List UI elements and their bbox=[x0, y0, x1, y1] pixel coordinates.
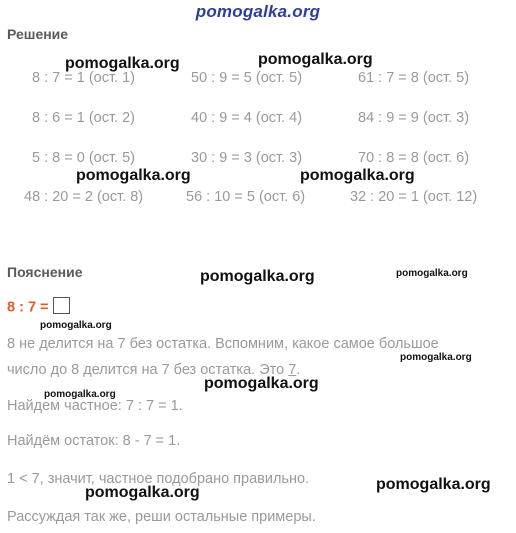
watermark: pomogalka.org bbox=[400, 352, 472, 363]
watermark: pomogalka.org bbox=[200, 268, 315, 285]
explanation-line: 8 не делится на 7 без остатка. Вспомним, какое самое большое bbox=[7, 336, 439, 352]
expression: 70 : 8 = 8 (ост. 6) bbox=[358, 150, 470, 166]
watermark: pomogalka.org bbox=[40, 320, 112, 331]
line-text: число до 8 делится на 7 без остатка. Это bbox=[7, 362, 289, 378]
expression: 30 : 9 = 3 (ост. 3) bbox=[191, 150, 303, 166]
watermark: pomogalka.org bbox=[258, 51, 373, 68]
expression: 61 : 7 = 8 (ост. 5) bbox=[358, 70, 470, 86]
answer-box bbox=[53, 297, 70, 314]
expression: 84 : 9 = 9 (ост. 3) bbox=[358, 110, 470, 126]
explanation-line: Рассуждая так же, реши остальные примеры. bbox=[7, 509, 316, 525]
watermark: pomogalka.org bbox=[76, 167, 191, 184]
site-title[interactable]: pomogalka.org bbox=[195, 2, 321, 21]
watermark: pomogalka.org bbox=[85, 484, 200, 501]
problem-expression bbox=[7, 299, 70, 316]
watermark: pomogalka.org bbox=[204, 375, 319, 392]
highlight-number: 7 bbox=[288, 362, 297, 378]
expression: 8 : 7 = 1 (ост. 1) bbox=[32, 70, 135, 86]
problem-text: 8 : 7 = bbox=[7, 299, 49, 316]
watermark: pomogalka.org bbox=[300, 167, 415, 184]
watermark: pomogalka.org bbox=[44, 389, 116, 400]
expression: 56 : 10 = 5 (ост. 6) bbox=[186, 189, 306, 205]
explanation-line: Найдем частное: 7 : 7 = 1. bbox=[7, 398, 183, 414]
watermark: pomogalka.org bbox=[376, 476, 491, 493]
watermark: pomogalka.org bbox=[65, 55, 180, 72]
expression: 32 : 20 = 1 (ост. 12) bbox=[350, 189, 478, 205]
expression: 5 : 8 = 0 (ост. 5) bbox=[32, 150, 135, 166]
watermark: pomogalka.org bbox=[396, 268, 468, 279]
expression: 40 : 9 = 4 (ост. 4) bbox=[191, 110, 303, 126]
expression: 48 : 20 = 2 (ост. 8) bbox=[24, 189, 144, 205]
expression: 8 : 6 = 1 (ост. 2) bbox=[32, 110, 135, 126]
explanation-heading: Пояснение bbox=[7, 264, 83, 280]
explanation-line: Найдём остаток: 8 - 7 = 1. bbox=[7, 433, 181, 449]
line-text: . bbox=[296, 362, 301, 378]
expression: 50 : 9 = 5 (ост. 5) bbox=[191, 70, 303, 86]
solution-heading: Решение bbox=[7, 26, 69, 42]
explanation-line: 1 < 7, значит, частное подобрано правильно. bbox=[7, 471, 310, 487]
